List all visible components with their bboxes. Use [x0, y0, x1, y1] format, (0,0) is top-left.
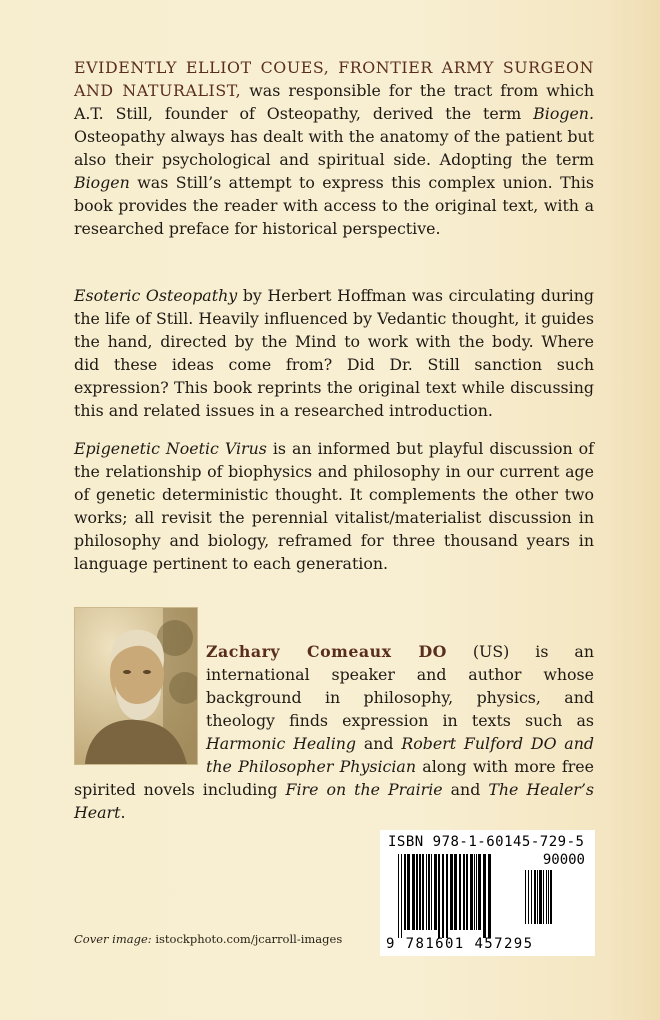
lead-caps: EVIDENTLY ELLIOT COUES, FRONTIER ARMY SURGEON AND NATURALIST, — [74, 58, 594, 100]
cover-image-credit — [74, 932, 342, 946]
barcode-bar — [537, 870, 538, 924]
text-run: . — [120, 803, 126, 822]
italic-title: Biogen — [74, 173, 130, 192]
barcode-bar — [446, 854, 448, 938]
italic-title: The Healer’s Heart — [74, 780, 594, 822]
barcode-bar — [412, 854, 415, 930]
barcode-bar — [543, 870, 544, 924]
text-run: and — [356, 734, 402, 753]
barcode-bar — [416, 854, 418, 930]
barcode-bar — [428, 854, 430, 930]
credit-label: Cover image: — [74, 932, 156, 946]
barcode-bar — [398, 854, 399, 938]
text-run: along with more free spirited novels including — [74, 757, 594, 799]
barcode-bar — [550, 870, 552, 924]
barcode-bar — [466, 854, 468, 930]
credit-source: istockphoto.com/jcarroll-images — [155, 932, 343, 946]
ean-digits: 9 781601 457295 — [386, 936, 534, 952]
barcode-bar — [548, 870, 549, 924]
italic-title: Esoteric Osteopathy — [74, 286, 238, 305]
barcode-bar — [450, 854, 453, 930]
barcode-bar — [474, 854, 475, 930]
text-run: was Still’s attempt to express this complex union. This book provides the reader with access to the original text, with a researched preface for historical perspective. — [74, 173, 594, 238]
barcode-bar — [531, 870, 532, 924]
italic-title: Fire on the Prairie — [285, 780, 443, 799]
barcode-bar — [431, 854, 432, 930]
description-paragraph-1 — [74, 56, 594, 240]
text-run: Osteopathy always has dealt with the anatomy of the patient but also their psychological and spiritual side. Adopting the term — [74, 127, 594, 169]
barcode-bar — [546, 870, 547, 924]
barcode-bar — [534, 870, 536, 924]
addon-barcode-bars — [525, 870, 587, 934]
italic-title: Epigenetic Noetic Virus — [74, 439, 267, 458]
barcode-bar — [539, 870, 542, 924]
description-paragraph-3 — [74, 437, 594, 575]
italic-title: Harmonic Healing — [206, 734, 357, 753]
barcode-bar — [422, 854, 424, 930]
ean-barcode-bars — [398, 854, 520, 940]
barcode-bar — [438, 854, 440, 938]
text-run: is an informed but playful discussion of the relationship of biophysics and philosophy in our current age of genetic deterministic thought. It complements the other two works; all revisit the perennial vitalist/materialist discussion in philosophy and biology, reframed for three thousand years in language pertinent to each generation. — [74, 439, 594, 573]
barcode-bar — [463, 854, 465, 930]
text-run: was responsible for the tract from which A.T. Still, founder of Osteopathy, derived the term — [74, 81, 594, 123]
barcode-bar — [434, 854, 437, 930]
italic-title: Biogen. — [533, 104, 594, 123]
italic-title: Robert Fulford DO and the Philosopher Physician — [206, 734, 595, 776]
isbn-barcode — [380, 830, 595, 956]
barcode-bar — [528, 870, 529, 924]
barcode-bar — [478, 854, 481, 930]
barcode-bar — [407, 854, 410, 930]
text-run: and — [442, 780, 489, 799]
portrait-spacer — [74, 640, 206, 766]
text-run: (US) is an international speaker and author whose background in philosophy, physics, and theology finds expression in texts such as — [206, 642, 594, 730]
author-name: Zachary Comeaux DO — [206, 642, 447, 661]
barcode-bar — [454, 854, 457, 930]
barcode-bar — [419, 854, 421, 930]
author-bio — [74, 640, 594, 824]
barcode-bar — [404, 854, 406, 930]
description-paragraph-2 — [74, 284, 594, 422]
isbn-label: ISBN 978-1-60145-729-5 — [388, 834, 585, 850]
barcode-bar — [488, 854, 491, 938]
barcode-bar — [476, 854, 477, 930]
barcode-bar — [401, 854, 402, 938]
text-run: by Herbert Hoffman was circulating during the life of Still. Heavily influenced by Vedantic thought, it guides the hand, directed by the Mind to work with the body. Where did these ideas come from? Did Dr. Still sanction such expression? This book reprints the original text while discussing this and related issues in a researched introduction. — [74, 286, 595, 420]
barcode-bar — [426, 854, 427, 930]
barcode-bar — [470, 854, 473, 930]
barcode-bar — [459, 854, 461, 930]
price-code: 90000 — [542, 852, 585, 868]
barcode-bar — [442, 854, 444, 938]
barcode-bar — [525, 870, 526, 924]
barcode-bar — [483, 854, 486, 938]
